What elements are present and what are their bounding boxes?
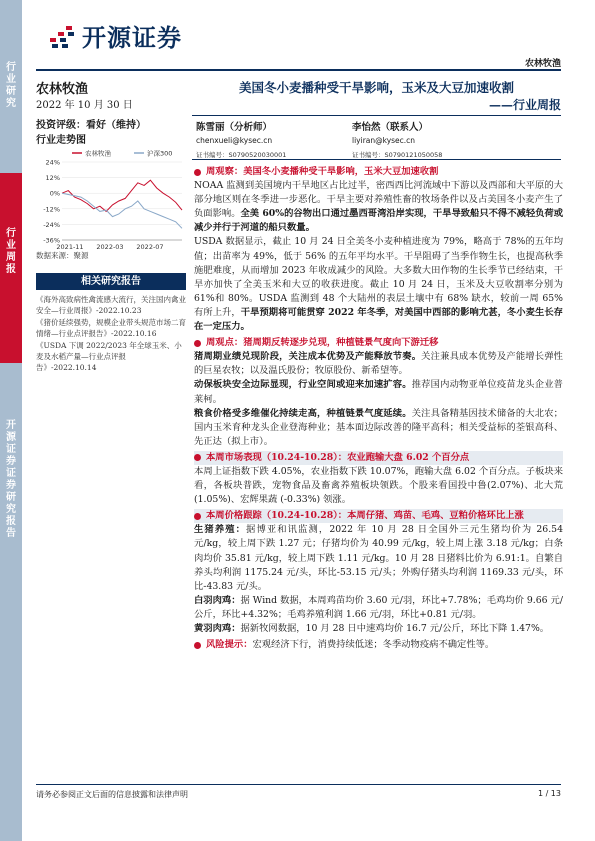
series-line xyxy=(62,180,182,211)
paragraph: 粮食价格受多维催化持续走高，种植链景气度延续。关注具备精基因技术储备的大北农；国内玉米育种龙头企业登海种业；基本面边际改善的隆平高科；相关受益标的荃银高科、先正达（拟上市）。 xyxy=(194,407,563,447)
report-body xyxy=(194,165,563,652)
footer-disclaimer: 请务必参阅正文后面的信息披露和法律声明 xyxy=(36,790,188,799)
related-reports-title: 相关研究报告 xyxy=(36,273,186,290)
y-tick-label: -36% xyxy=(43,236,60,245)
bullet-icon xyxy=(194,642,201,649)
header-divider xyxy=(36,69,561,71)
bullet-icon xyxy=(194,169,201,176)
paragraph: 动保板块安全边际显现，行业空间或迎来加速扩容。推荐国内动物亚单位疫苗龙头企业普莱柯。 xyxy=(194,379,563,405)
side-label-weekly: 行业周报 xyxy=(6,228,16,275)
related-report-item[interactable]: 《猪价延续强势，规模企业带头规范市场二育情绪—行业点评报告》-2022.10.16 xyxy=(36,318,186,338)
related-report-item[interactable]: 《海外高致病性禽流感大流行，关注国内禽业安全—行业周报》-2022.10.23 xyxy=(36,295,186,315)
footer-divider xyxy=(36,784,561,785)
paragraph: NOAA 监测到美国境内干旱地区占比过半，密西西比河流域中下游以及西部和大平原的大部分地区则在冬季进一步恶化。干旱主要对养殖性畜的牧场条件以及占美国冬小麦产生了负面影响。全美 60%的谷物出口通过墨西哥湾沿岸实现，干旱导致船只不得不减轻负荷或减少并行于河道的船只数量。 xyxy=(194,180,564,234)
related-report-item[interactable]: 《USDA 下调 2022/2023 年全球玉米、小麦及水稻产量—行业点评报告》-2022.10.14 xyxy=(36,341,182,372)
paragraph: 生猪养殖：据博亚和讯监测，2022 年 10 月 28 日全国外三元生猪均价为 26.54 元/kg，较上周下跌 1.27 元；仔猪均价为 40.99 元/kg，较上周上涨 3.18 元/kg；白条肉均价 35.81 元/kg，较上周下跌 1.11 元/kg。10 月 28 日猪料比价为 6.91:1。自繁自养头均利润 1175.24 元/头，环比-53.15 元/头；外购仔猪头均利润 1169.33 元/头，环比-43.83 元/头。 xyxy=(194,524,563,592)
paragraph: 黄羽肉鸡：据新牧网数据，10 月 28 日中速鸡均价 16.7 元/公斤，环比下降 1.47%。 xyxy=(194,623,550,634)
author-email[interactable]: chenxueli@kysec.cn xyxy=(196,136,273,145)
page-number: 1 / 13 xyxy=(537,789,561,798)
paragraph: 本周上证指数下跌 4.05%，农业指数下跌 10.07%，跑输大盘 6.02 个百分点。子板块来看，各板块普跌，宠物食品及畜禽养殖板块领跌。个股来看国投中鲁(2.07%)、北大荒 (1.05%)、宏辉果蔬 (-0.33%) 领涨。 xyxy=(194,465,563,506)
author-cert: 证书编号：S0790520030001 xyxy=(196,151,287,159)
x-tick-label: 2022-03 xyxy=(96,243,124,251)
legend-label: 沪深300 xyxy=(147,149,173,158)
report-title: 美国冬小麦播种受干旱影响，玉米及大豆加速收割 xyxy=(238,80,514,95)
x-tick-label: 2021-11 xyxy=(56,243,84,251)
paragraph: 猪周期业绩兑现阶段，关注成本优势及产能释放节奏。关注兼具成本优势及产能增长弹性的巨星农牧；以及温氏股份；牧原股份、新希望等。 xyxy=(194,351,563,377)
section-heading: 本周市场表现（10.24-10.28）：农业跑输大盘 6.02 个百分点 xyxy=(194,451,563,465)
author-2 xyxy=(352,119,442,159)
risk-warning: 风险提示：宏观经济下行，消费持续低迷；冬季动物疫病不确定性等。 xyxy=(194,638,563,652)
side-strip xyxy=(0,0,22,841)
paragraph: USDA 数据显示，截止 10 月 24 日全美冬小麦种植进度为 79%，略高于 78%的五年均值；出苗率为 49%，低于 56% 的五年平均水平。干旱阻碍了当季作物生长，也提高秋季施肥难度，从而增加 2023 年收成减少的风险。大多数大田作物的生长季节已经结束，干旱亦加快了全美玉米和大豆的收获进度。截止 10 月 24 日，玉米及大豆收割率分别为 61%和 80%。USDA 监测到 48 个大陆州的表层土壤中有 68% 缺水，较前一周 65% 有所上升，干旱预期将可能贯穿 2022 年冬季，对美国中西部的影响尤甚，冬小麦生长存在一定压力。 xyxy=(194,236,563,333)
side-label-brand: 开源证券 证券研究报告 xyxy=(6,420,16,539)
section-heading: 周观点：猪周期反转逐步兑现，种植链景气度向下游迁移 xyxy=(194,336,563,350)
section-heading: 本周价格跟踪（10.24-10.28）：本周仔猪、鸡苗、毛鸡、豆粕价格环比上涨 xyxy=(194,509,563,523)
bullet-icon xyxy=(194,454,201,461)
trend-chart-title: 行业走势图 xyxy=(36,135,86,146)
brand-name: 开源证券 xyxy=(82,24,182,52)
y-tick-label: 12% xyxy=(45,174,60,183)
author-divider-top xyxy=(192,115,561,116)
side-label-research: 行业研究 xyxy=(6,62,16,109)
paragraph: 白羽肉鸡：据 Wind 数据，本周鸡苗均价 3.60 元/羽，环比+7.78%；毛鸡均价 9.66 元/公斤，环比+4.32%；毛鸡养殖利润 1.66 元/羽，环比+0.81 元/羽。 xyxy=(194,594,563,620)
report-subtitle: ——行业周报 xyxy=(488,98,561,112)
y-tick-label: -24% xyxy=(43,220,60,229)
chart-source: 数据来源：聚源 xyxy=(36,251,89,260)
series-line xyxy=(62,193,182,228)
trend-chart xyxy=(36,148,186,252)
report-date: 2022 年 10 月 30 日 xyxy=(36,100,133,111)
y-tick-label: 24% xyxy=(45,158,60,167)
section-heading: 周观察：美国冬小麦播种受干旱影响，玉米大豆加速收割 xyxy=(194,165,563,179)
y-tick-label: -12% xyxy=(43,205,60,214)
x-tick-label: 2022-07 xyxy=(136,243,164,251)
author-1 xyxy=(196,119,286,159)
y-tick-label: 0% xyxy=(49,189,60,198)
legend-label: 农林牧渔 xyxy=(85,149,111,158)
author-name: 陈雪丽（分析师） xyxy=(196,122,273,133)
author-name: 李怡然（联系人） xyxy=(352,122,429,133)
industry-name: 农林牧渔 xyxy=(36,82,89,97)
logo-icon xyxy=(48,20,78,50)
investment-rating: 投资评级：看好（维持） xyxy=(36,120,146,131)
bullet-icon xyxy=(194,340,201,347)
author-divider-bottom xyxy=(192,159,561,160)
related-reports-list xyxy=(36,294,186,374)
header-category: 农林牧渔 xyxy=(524,59,561,69)
author-email[interactable]: liyiran@kysec.cn xyxy=(352,136,416,145)
author-cert: 证书编号：S0790121050058 xyxy=(352,151,443,159)
bullet-icon xyxy=(194,513,201,520)
